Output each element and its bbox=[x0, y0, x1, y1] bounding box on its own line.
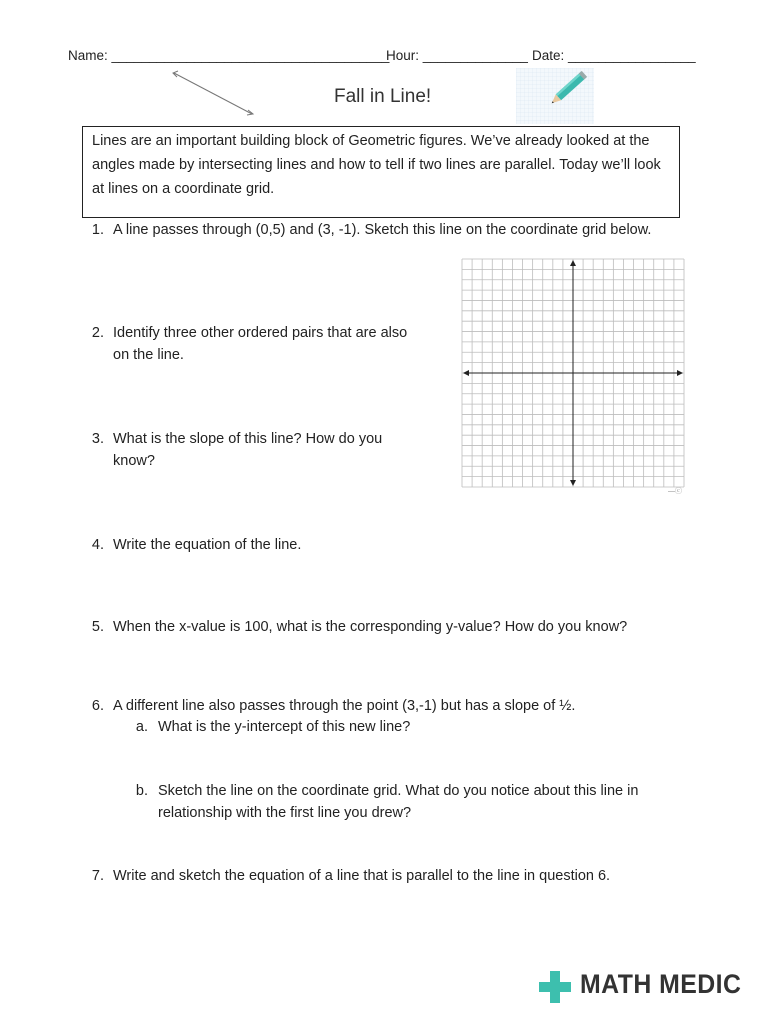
page-title: Fall in Line! bbox=[334, 86, 432, 107]
y-axis-arrow-down bbox=[570, 480, 576, 486]
question-text-line-2: know? bbox=[113, 453, 155, 469]
date-field[interactable]: _________________ bbox=[568, 48, 696, 63]
line-segment-illustration bbox=[168, 68, 268, 122]
subquestion-letter: a. bbox=[135, 719, 148, 735]
question-number: 2. bbox=[91, 325, 104, 341]
name-field[interactable]: _____________________________________ bbox=[111, 48, 390, 63]
question-number: 4. bbox=[91, 537, 104, 553]
question-text: A different line also passes through the point (3,-1) but has a slope of ½. bbox=[113, 698, 576, 714]
math-medic-cross-icon bbox=[538, 970, 572, 1004]
x-axis-arrow-right bbox=[677, 370, 683, 376]
subquestion-text: What is the y-intercept of this new line? bbox=[158, 719, 411, 735]
intro-text: Lines are an important building block of Geometric figures. We’ve already looked at the angles made by intersecting lines and how to tell if two lines are parallel. Today we’ll look at lines on a coordinate grid. bbox=[92, 133, 661, 197]
question-text: A line passes through (0,5) and (3, -1). Sketch this line on the coordinate grid below. bbox=[113, 222, 652, 238]
intro-box bbox=[82, 126, 680, 218]
header-hour bbox=[386, 48, 528, 63]
question-number: 3. bbox=[91, 431, 104, 447]
question-text-line-2: on the line. bbox=[113, 347, 184, 363]
question-text: Write the equation of the line. bbox=[113, 537, 302, 553]
hour-label: Hour: bbox=[386, 48, 420, 63]
math-medic-logo: MATH MEDIC bbox=[580, 969, 742, 999]
hour-field[interactable]: ______________ bbox=[422, 48, 528, 63]
question-number: 6. bbox=[91, 698, 104, 714]
pencil-icon bbox=[516, 68, 594, 124]
copyright-icon: —ⓒ bbox=[668, 488, 682, 495]
question-number: 7. bbox=[91, 868, 104, 884]
date-label: Date: bbox=[532, 48, 565, 63]
subquestion-text: Sketch the line on the coordinate grid. What do you notice about this line in bbox=[158, 783, 639, 799]
question-number: 5. bbox=[91, 619, 104, 635]
x-axis-arrow-left bbox=[463, 370, 469, 376]
question-text: Write and sketch the equation of a line that is parallel to the line in question 6. bbox=[113, 868, 611, 884]
y-axis-arrow-up bbox=[570, 260, 576, 266]
name-label: Name: bbox=[68, 48, 108, 63]
subquestion-text-line-2: relationship with the first line you drew? bbox=[158, 805, 412, 821]
question-text: What is the slope of this line? How do you bbox=[113, 431, 383, 447]
coordinate-grid-svg[interactable] bbox=[460, 257, 686, 489]
subquestion-letter: b. bbox=[135, 783, 148, 799]
coordinate-grid[interactable] bbox=[460, 257, 686, 494]
question-text: When the x-value is 100, what is the corresponding y-value? How do you know? bbox=[113, 619, 628, 635]
question-number: 1. bbox=[91, 222, 104, 238]
header-date bbox=[532, 48, 696, 63]
header-name bbox=[68, 48, 389, 63]
question-text: Identify three other ordered pairs that are also bbox=[113, 325, 408, 341]
